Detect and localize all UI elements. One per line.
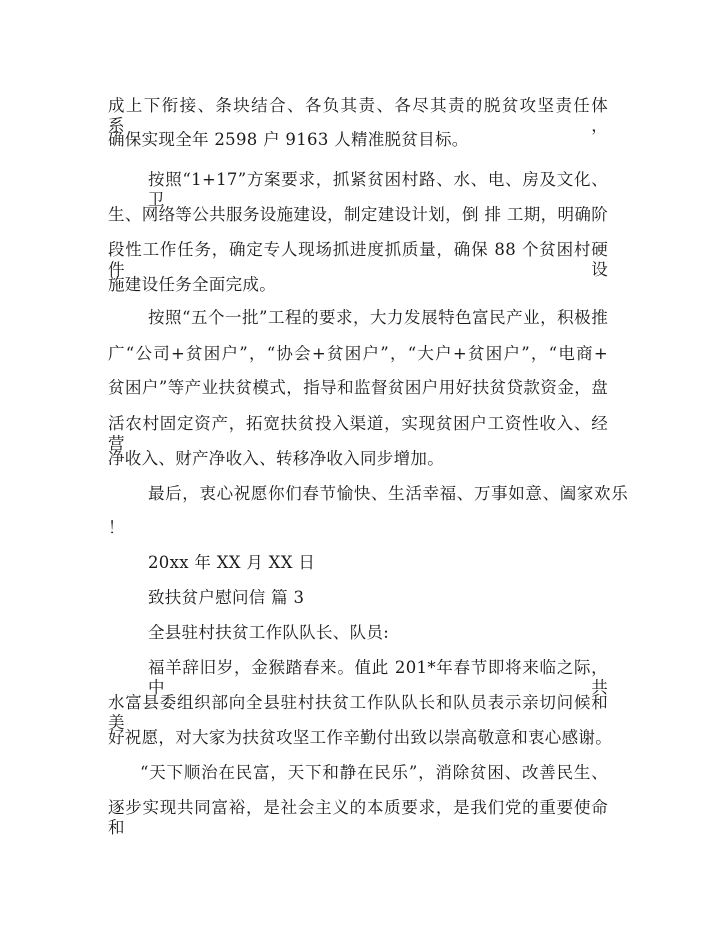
paragraph-line: 逐步实现共同富裕，是社会主义的本质要求，是我们党的重要使命和 [108,798,608,837]
paragraph-line: “天下顺治在民富，天下和静在民乐”，消除贫困、改善民生、 [140,763,608,782]
salutation-line: 全县驻村扶贫工作队队长、队员: [148,623,390,642]
paragraph-line: 好祝愿，对大家为扶贫攻坚工作辛勤付出致以崇高敬意和衷心感谢。 [108,728,612,747]
paragraph-line: 按照“1+17”方案要求，抓紧贫困村路、水、电、房及文化、卫 [148,170,608,209]
paragraph-line: 水富县委组织部向全县驻村扶贫工作队队长和队员表示亲切问候和美 [108,693,608,732]
paragraph-line: 确保实现全年 2598 户 9163 人精准脱贫目标。 [108,130,469,149]
section-title: 致扶贫户慰问信 篇 3 [148,588,305,607]
paragraph-line: 活农村固定资产，拓宽扶贫投入渠道，实现贫困户工资性收入、经营 [108,414,608,453]
paragraph-line: 净收入、财产净收入、转移净收入同步增加。 [108,449,444,468]
paragraph-line: 段性工作任务，确定专人现场抓进度抓质量，确保 88 个贫困村硬件设 [108,240,608,279]
paragraph-line: ！ [108,518,125,537]
paragraph-line: 贫困户”等产业扶贫模式，指导和监督贫困户用好扶贫贷款资金，盘 [108,378,608,397]
paragraph-line: 成上下衔接、条块结合、各负其责、各尽其责的脱贫攻坚责任体系， [108,96,608,135]
paragraph-line: 最后，衷心祝愿你们春节愉快、生活幸福、万事如意、阖家欢乐 [148,484,628,503]
paragraph-line: 施建设任务全面完成。 [108,275,276,294]
paragraph-line: 广“公司+贫困户”，“协会+贫困户”，“大户+贫困户”，“电商+ [108,344,608,363]
date-line: 20xx 年 XX 月 XX 日 [148,553,316,572]
paragraph-line: 福羊辞旧岁，金猴踏春来。值此 201*年春节即将来临之际，中共 [148,658,608,697]
paragraph-line: 生、网络等公共服务设施建设，制定建设计划，倒 排 工期，明确阶 [108,205,608,224]
paragraph-line: 按照“五个一批”工程的要求，大力发展特色富民产业，积极推 [148,308,608,327]
